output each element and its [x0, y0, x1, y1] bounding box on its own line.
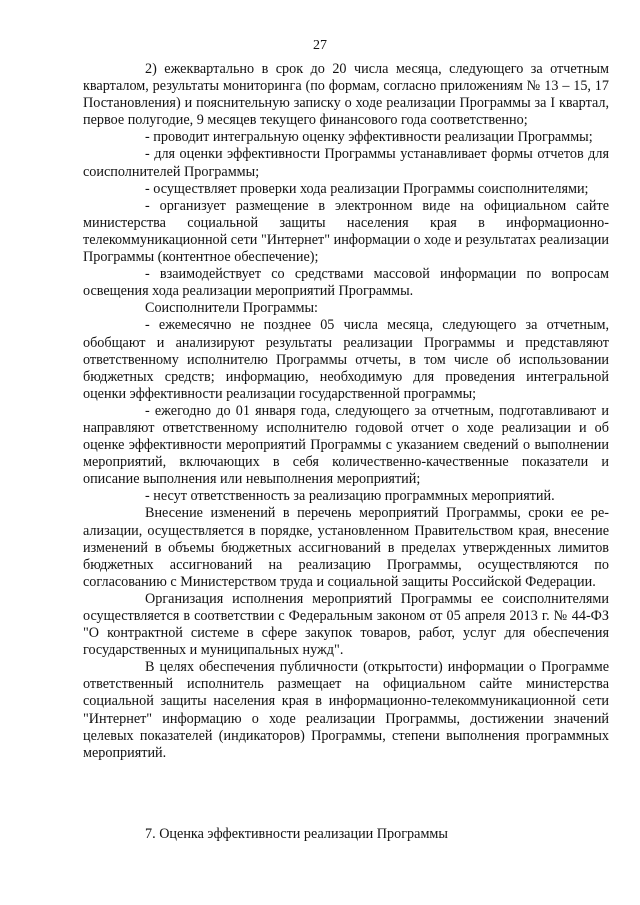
paragraph-federal-law: Организация исполнения мероприятий Программы ее соисполнителями осуществляется в соответствии с Федеральным законом от 05 апреля 2013 г. № 44-ФЗ "О контрактной системе в сфере закупок товаров, работ, услуг для обеспечения государственных и муниципальных нужд". [83, 590, 609, 659]
paragraph-integral-assessment: - проводит интегральную оценку эффективности реализации Программы; [145, 129, 593, 146]
section-heading: 7. Оценка эффективности реализации Программы [145, 826, 448, 842]
paragraph-coexecutors-heading: Соисполнители Программы: [145, 300, 319, 317]
paragraph-website-publication: - организует размещение в электронном виде на официальном сайте министерства социальной защиты населения края в информационно-телекоммуникационной сети "Интернет" информации о ходе и результатах реализации Программы (контентное обеспечение); [83, 197, 609, 266]
paragraph-annual-report: - ежегодно до 01 января года, следующего за отчетным, подготавливают и направляют ответственному исполнителю годовой отчет о ходе реализации и об оценке эффективности мероприятий Программы с указанием сведений о выполнении мероприятий, включающих в себя количественно-качественные показатели и описание выполнения или невыполнения мероприятий; [83, 402, 609, 488]
document-body [83, 61, 609, 762]
page-number: 27 [313, 38, 327, 53]
paragraph-report-forms: - для оценки эффективности Программы устанавливает формы отчетов для соисполнителей Программы; [83, 146, 609, 180]
paragraph-monthly-report: - ежемесячно не позднее 05 числа месяца, следующего за отчетным, обобщают и анализируют результаты реализации Программы и представляют ответственному исполнителю Программы отчеты, в том числе об использовании бюджетных средств; информацию, необходимую для проведения интегральной оценки эффективности реализации государственной программы; [83, 317, 609, 402]
paragraph-media-interaction: - взаимодействует со средствами массовой информации по вопросам освещения хода реализации мероприятий Программы. [83, 266, 609, 300]
paragraph-amendments: Внесение изменений в перечень мероприятий Программы, сроки ее реализации, осуществляется в порядке, установленном Правительством края, внесение изменений в объемы бюджетных ассигнований в пределах утвержденных лимитов бюджетных ассигнований на реализацию Программы, осуществляются по согласованию с Министерством труда и социальной защиты Российской Федерации. [83, 505, 609, 590]
paragraph-quarterly-report: 2) ежеквартально в срок до 20 числа месяца, следующего за отчетным кварталом, результаты мониторинга (по формам, согласно приложениям № 13 – 15, 17 Постановления) и пояснительную записку о ходе реализации Программы за I квартал, первое полугодие, 9 месяцев текущего финансового года соответственно; [83, 61, 609, 129]
paragraph-responsibility: - несут ответственность за реализацию программных мероприятий. [145, 488, 555, 505]
paragraph-inspections: - осуществляет проверки хода реализации Программы соисполнителями; [145, 180, 589, 197]
paragraph-publicity: В целях обеспечения публичности (открытости) информации о Программе ответственный исполнитель размещает на официальном сайте министерства социальной защиты населения края в информационно-телекоммуникационной сети "Интернет" информацию о ходе реализации Программы, достижении значений целевых показателей (индикаторов) Программы, степени выполнения программных мероприятий. [83, 659, 609, 761]
